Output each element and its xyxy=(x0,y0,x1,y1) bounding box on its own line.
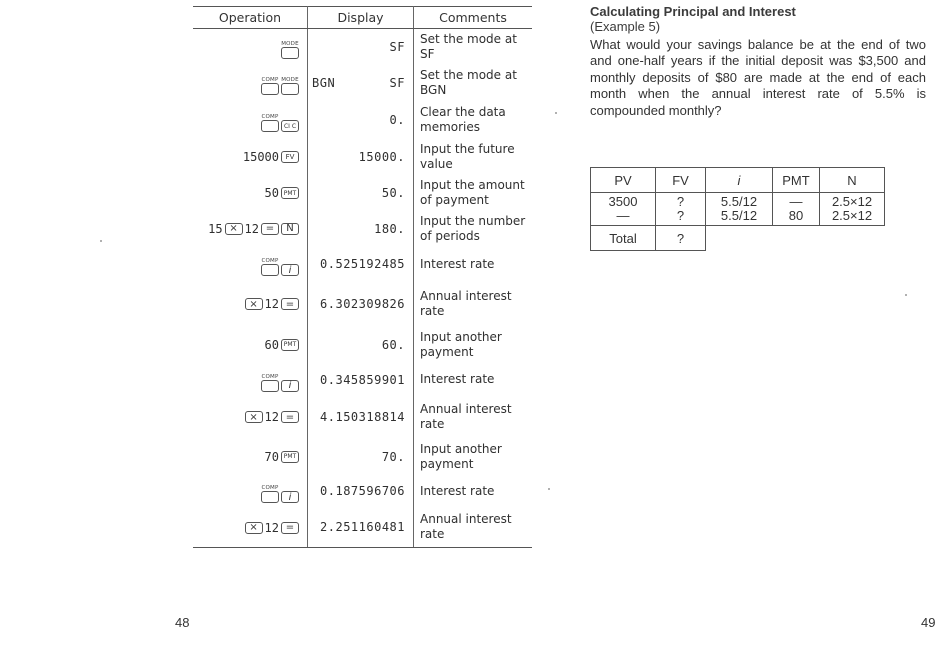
operation-row xyxy=(193,102,532,139)
display-indicator: BGN xyxy=(312,76,336,90)
comment-cell: Set the mode at BGN xyxy=(420,68,517,97)
display-cell xyxy=(308,247,414,282)
calculator-key-icon: i xyxy=(281,491,299,503)
entry-number: 50 xyxy=(264,186,279,200)
example-section xyxy=(590,4,930,119)
variables-row xyxy=(591,193,885,226)
calculator-key-icon: i xyxy=(281,264,299,276)
operation-row xyxy=(193,139,532,176)
display-value: 50. xyxy=(381,186,405,200)
operation-rows xyxy=(193,29,532,548)
entry-number: 70 xyxy=(264,449,279,464)
operation-cell xyxy=(193,247,308,282)
display-value: 0. xyxy=(389,113,405,127)
display-cell xyxy=(308,364,414,396)
shift-key-icon: COMP xyxy=(261,258,279,277)
operation-row xyxy=(193,65,532,102)
operation-row xyxy=(193,326,532,364)
variable-header: i xyxy=(706,168,773,193)
shift-key-icon: MODE xyxy=(281,77,299,96)
calculator-key-icon: PMT xyxy=(281,187,299,199)
shift-key-icon: COMP xyxy=(261,77,279,96)
display-value: 0.187596706 xyxy=(320,484,405,498)
display-value: 0.525192485 xyxy=(320,257,405,271)
header-comments: Comments xyxy=(414,7,533,29)
entry-number: 15000 xyxy=(242,150,279,164)
display-cell xyxy=(308,176,414,211)
operation-row xyxy=(193,476,532,507)
entry-number: 12 xyxy=(264,410,279,425)
operation-row xyxy=(193,29,532,65)
variable-header: N xyxy=(820,168,885,193)
page-number-left: 48 xyxy=(175,615,190,630)
display-cell xyxy=(308,29,414,65)
display-cell xyxy=(308,102,414,139)
shift-key-icon: COMP xyxy=(261,114,279,133)
calculator-key-icon: × xyxy=(225,223,243,235)
operation-row xyxy=(193,507,532,548)
operation-row xyxy=(193,247,532,282)
total-fv: ? xyxy=(656,226,706,251)
display-cell xyxy=(308,211,414,247)
variable-cell: 2.5×12 2.5×12 xyxy=(820,193,885,226)
comment-cell: Interest rate xyxy=(420,256,495,271)
calculator-key-icon: × xyxy=(245,298,263,310)
display-cell xyxy=(308,507,414,548)
display-cell xyxy=(308,326,414,364)
entry-number: 12 xyxy=(264,297,279,312)
operation-row xyxy=(193,438,532,476)
comment-cell: Input another payment xyxy=(420,329,502,359)
comment-cell: Input the future value xyxy=(420,142,515,171)
variable-header: PV xyxy=(591,168,656,193)
entry-number: 60 xyxy=(264,337,279,352)
example-subtitle: (Example 5) xyxy=(590,19,661,34)
operation-row xyxy=(193,282,532,326)
calculator-key-icon: = xyxy=(281,298,299,310)
display-value: SF xyxy=(389,76,405,90)
scan-speck xyxy=(555,112,557,114)
comment-cell: Interest rate xyxy=(420,483,495,498)
example-title: Calculating Principal and Interest xyxy=(590,4,796,19)
scan-speck xyxy=(905,294,907,296)
display-value: 4.150318814 xyxy=(320,409,405,424)
operation-cell xyxy=(193,326,308,364)
operation-row xyxy=(193,211,532,247)
calculator-key-icon: × xyxy=(245,522,263,534)
operation-table xyxy=(193,6,530,548)
display-value: SF xyxy=(389,39,405,54)
shift-key-icon: COMP xyxy=(261,485,279,504)
variable-cell: 3500 — xyxy=(591,193,656,226)
comment-cell: Annual interest rate xyxy=(414,507,533,548)
operation-cell xyxy=(193,211,308,247)
comment-cell: Input the amount of payment xyxy=(420,178,525,207)
total-label: Total xyxy=(591,226,656,251)
variables-rows xyxy=(591,193,885,251)
display-cell xyxy=(308,282,414,326)
display-value: 70. xyxy=(381,449,405,464)
operation-row xyxy=(193,364,532,396)
variable-header: FV xyxy=(656,168,706,193)
operation-cell xyxy=(193,282,308,326)
operation-cell xyxy=(193,102,308,139)
display-cell xyxy=(308,65,414,102)
variable-cell: ? ? xyxy=(656,193,706,226)
calculator-key-icon: FV xyxy=(281,151,299,163)
operation-cell xyxy=(193,65,308,102)
display-value: 15000. xyxy=(358,150,405,164)
operation-cell xyxy=(193,438,308,476)
header-operation: Operation xyxy=(193,7,308,29)
operation-row xyxy=(193,396,532,438)
variables-header-row xyxy=(591,168,885,193)
comment-cell: Annual interest rate xyxy=(420,288,512,318)
example-question: What would your savings balance be at the end of two and one-half years if the initial deposit was $3,500 and monthly deposits of $80 are made at the end of each month when the annual interest rate of 5.5% is compounded monthly? xyxy=(590,37,926,118)
calculator-key-icon: PMT xyxy=(281,451,299,463)
entry-number: 15 xyxy=(208,221,223,236)
comment-cell: Interest rate xyxy=(420,372,495,386)
shift-key-icon: MODE xyxy=(281,41,299,60)
calculator-key-icon: N xyxy=(281,223,299,235)
calculator-key-icon: = xyxy=(261,223,279,235)
comment-cell: Input the number of periods xyxy=(420,213,526,243)
display-cell xyxy=(308,396,414,438)
display-value: 2.251160481 xyxy=(320,519,405,534)
comment-cell: Annual interest rate xyxy=(420,401,512,431)
shift-key-icon: COMP xyxy=(261,374,279,393)
operation-cell xyxy=(193,139,308,176)
operation-cell xyxy=(193,507,308,548)
comment-cell: Set the mode at SF xyxy=(420,31,517,61)
comment-cell: Clear the data memories xyxy=(420,105,506,134)
operation-cell xyxy=(193,396,308,438)
display-cell xyxy=(308,139,414,176)
operation-cell xyxy=(193,364,308,396)
operation-cell xyxy=(193,29,308,65)
calculator-key-icon: = xyxy=(281,522,299,534)
entry-number: 12 xyxy=(264,520,279,535)
variable-header: PMT xyxy=(773,168,820,193)
scan-speck xyxy=(548,488,550,490)
display-value: 180. xyxy=(374,221,405,236)
page-number-right: 49 xyxy=(921,615,936,630)
calculator-key-icon: i xyxy=(281,380,299,392)
display-value: 0.345859901 xyxy=(320,372,405,387)
calculator-key-icon: = xyxy=(281,411,299,423)
total-row xyxy=(591,226,885,251)
calculator-key-icon: PMT xyxy=(281,339,299,351)
variables-table xyxy=(590,167,885,251)
operation-cell xyxy=(193,176,308,211)
operation-cell xyxy=(193,476,308,507)
comment-cell: Input another payment xyxy=(420,441,502,471)
header-display: Display xyxy=(308,7,414,29)
display-value: 60. xyxy=(381,337,405,352)
display-cell xyxy=(308,438,414,476)
variable-cell: 5.5/12 5.5/12 xyxy=(706,193,773,226)
calculator-key-icon: × xyxy=(245,411,263,423)
display-value: 6.302309826 xyxy=(320,296,405,311)
entry-number: 12 xyxy=(244,221,259,236)
operation-row xyxy=(193,176,532,211)
display-cell xyxy=(308,476,414,507)
scan-speck xyxy=(100,240,102,242)
calculator-key-icon: CI C xyxy=(281,120,299,132)
variable-cell: — 80 xyxy=(773,193,820,226)
